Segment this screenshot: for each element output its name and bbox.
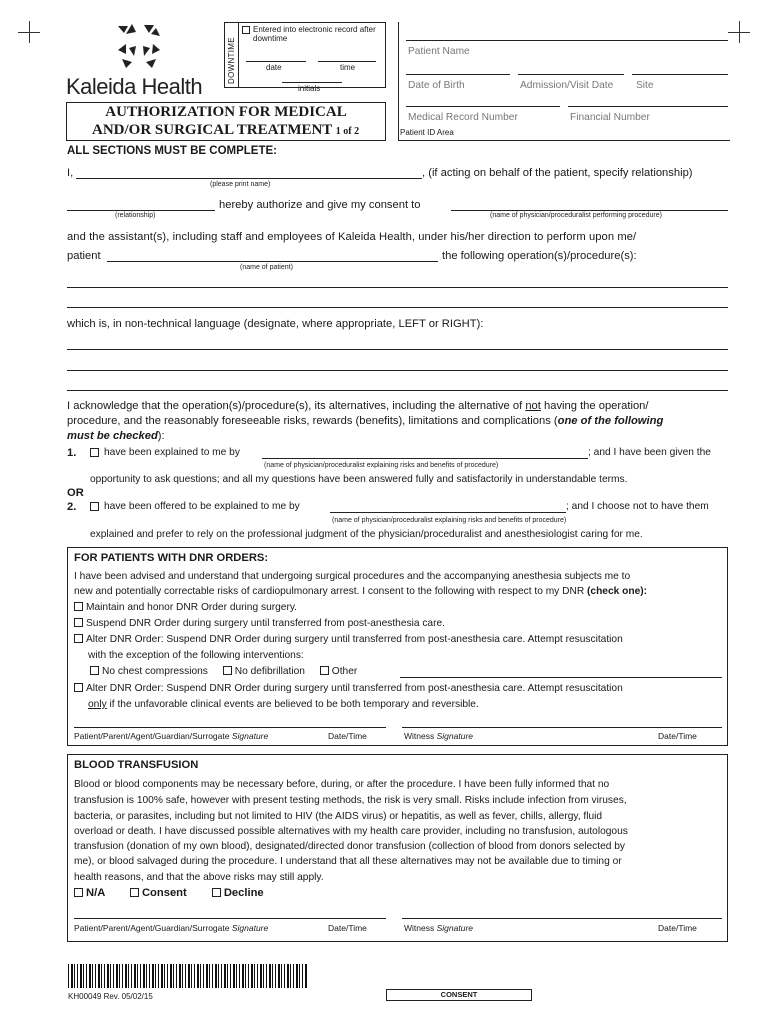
ack-line-2 xyxy=(67,415,663,427)
blood-na-checkbox[interactable] xyxy=(74,888,83,897)
option-2-sub-label: (name of physician/proceduralist explaining risks and benefits of procedure) xyxy=(332,517,567,524)
patient-name-label: Patient Name xyxy=(408,46,470,57)
option-1-text-c: opportunity to ask questions; and all my questions have been answered fully and satisfactorily in understandable terms. xyxy=(90,474,628,485)
other-field[interactable] xyxy=(400,677,722,678)
page-indicator: 1 of 2 xyxy=(335,126,360,137)
dnr-patient-signature-line[interactable] xyxy=(74,727,386,728)
form-title-line2 xyxy=(92,122,359,139)
non-technical-line-2[interactable] xyxy=(67,370,728,371)
ack-not: not xyxy=(525,400,541,412)
ack-line-1a: I acknowledge that the operation(s)/procedure(s), its alternatives, including the alternative of xyxy=(67,400,523,412)
blood-na-label: N/A xyxy=(86,887,105,899)
blood-line-3: bacteria, or parasites, including but not limited to HIV (the AIDS virus) or hepatitis, as well as fever, chills, allergy, fluid xyxy=(74,811,603,822)
option-1-number: 1. xyxy=(67,447,77,459)
blood-sig-word: Signature xyxy=(231,923,269,933)
admission-line xyxy=(518,74,624,75)
ack-line-1 xyxy=(67,400,649,412)
blood-witness-sig-word: Signature xyxy=(436,923,473,933)
blood-witness-datetime: Date/Time xyxy=(658,923,697,933)
ack-line-3b: ): xyxy=(157,430,165,442)
dob-line xyxy=(406,74,510,75)
financial-line xyxy=(568,106,728,107)
mrn-line xyxy=(406,106,560,107)
downtime-divider xyxy=(238,22,239,88)
dnr-only: only xyxy=(88,699,107,710)
physician-field[interactable] xyxy=(451,210,728,211)
dnr-option-alter-1[interactable] xyxy=(74,634,623,645)
mrn-label: Medical Record Number xyxy=(408,112,518,123)
option-2-number: 2. xyxy=(67,501,77,513)
non-technical-text: which is, in non-technical language (designate, where appropriate, LEFT or RIGHT): xyxy=(67,318,484,330)
downtime-time-line xyxy=(318,61,376,62)
dnr-alter-2-label: Alter DNR Order: Suspend DNR Order during surgery until transferred from post-anesthesia care. Attempt resuscitation xyxy=(86,683,623,694)
site-line xyxy=(632,74,728,75)
no-defib-label: No defibrillation xyxy=(234,666,305,677)
site-label: Site xyxy=(636,80,654,91)
dnr-alter-2-checkbox[interactable] xyxy=(74,683,83,692)
no-chest-checkbox[interactable] xyxy=(90,666,99,675)
dnr-suspend-label: Suspend DNR Order during surgery until transferred from post-anesthesia care. xyxy=(86,618,445,629)
ack-line-3 xyxy=(67,430,165,442)
blood-decline-checkbox[interactable] xyxy=(212,888,221,897)
option-2-physician-field[interactable] xyxy=(330,512,566,513)
consent-label: CONSENT xyxy=(386,989,532,1001)
or-label: OR xyxy=(67,487,84,499)
patient-prefix: patient xyxy=(67,250,101,262)
form-code: KH00049 Rev. 05/02/15 xyxy=(68,992,153,1001)
dnr-witness-signature-line[interactable] xyxy=(402,727,722,728)
dnr-heading: FOR PATIENTS WITH DNR ORDERS: xyxy=(74,552,269,564)
dnr-maintain-checkbox[interactable] xyxy=(74,602,83,611)
patient-name-field[interactable] xyxy=(107,261,438,262)
other-checkbox[interactable] xyxy=(320,666,329,675)
name-of-patient-label: (name of patient) xyxy=(240,264,293,271)
assistants-text: and the assistant(s), including staff and employees of Kaleida Health, under his/her direction to perform upon me/ xyxy=(67,231,637,243)
dnr-witness-sig-word: Signature xyxy=(436,731,473,741)
dnr-witness xyxy=(404,731,473,741)
dnr-sig-datetime: Date/Time xyxy=(328,731,367,741)
blood-line-5: transfusion (donation of my own blood), designated/directed donor transfusion (collection of blood from donors selected by xyxy=(74,841,626,852)
barcode-icon xyxy=(68,964,308,988)
crop-mark-left-v xyxy=(29,21,30,43)
dnr-maintain-label: Maintain and honor DNR Order during surgery. xyxy=(86,602,298,613)
blood-line-6: me), or blood salvaged during the procedure. I understand that all these alternatives may not be available due to timing or xyxy=(74,856,622,867)
dnr-intro-2b: (check one): xyxy=(587,586,648,597)
blood-line-7: health reasons, and that the above risks may still apply. xyxy=(74,872,324,883)
dnr-alter-1-checkbox[interactable] xyxy=(74,634,83,643)
blood-patient-signature-line[interactable] xyxy=(74,918,386,919)
form-title-line2-text: AND/OR SURGICAL TREATMENT xyxy=(92,122,333,138)
blood-consent-checkbox[interactable] xyxy=(130,888,139,897)
ack-line-2a: procedure, and the reasonably foreseeable risks, rewards (benefits), limitations and complications ( xyxy=(67,415,558,427)
non-technical-line-1[interactable] xyxy=(67,349,728,350)
downtime-checkbox[interactable] xyxy=(242,26,250,34)
option-1-text-b: ; and I have been given the xyxy=(588,447,711,458)
physician-label: (name of physician/proceduralist performing procedure) xyxy=(490,212,662,219)
acting-on-behalf-text: , (if acting on behalf of the patient, specify relationship) xyxy=(422,167,693,179)
non-technical-line-3[interactable] xyxy=(67,390,728,391)
ack-line-3a: must be checked xyxy=(67,430,158,442)
no-chest-label: No chest compressions xyxy=(102,666,208,677)
hereby-authorize-text: hereby authorize and give my consent to xyxy=(219,199,421,211)
dnr-intro-1: I have been advised and understand that undergoing surgical procedures and the accompanying anesthesia subjects me to xyxy=(74,571,631,582)
option-1-sub-label: (name of physician/proceduralist explaining risks and benefits of procedure) xyxy=(264,462,499,469)
option-2-text-c: explained and prefer to rely on the professional judgment of the physician/proceduralist and anesthesiologist caring for me. xyxy=(90,529,643,540)
patient-name-line xyxy=(406,40,728,41)
blood-line-2: transfusion is 100% safe, however with present testing methods, the risk is very small. Risks include infection from viruses, xyxy=(74,795,627,806)
dnr-intro-2a: new and potentially correctable risks of cardiopulmonary arrest. I consent to the following with respect to my DNR xyxy=(74,586,585,597)
downtime-initials-line xyxy=(282,82,342,83)
dnr-witness-datetime: Date/Time xyxy=(658,731,697,741)
blood-sig-datetime: Date/Time xyxy=(328,923,367,933)
downtime-label: DOWNTIME xyxy=(227,37,236,84)
option-1-physician-field[interactable] xyxy=(262,458,588,459)
procedure-line-1[interactable] xyxy=(67,287,728,288)
dnr-option-maintain[interactable] xyxy=(74,602,297,613)
blood-line-1: Blood or blood components may be necessary before, during, or after the procedure. I have been fully informed that no xyxy=(74,779,610,790)
dnr-alter-1-label: Alter DNR Order: Suspend DNR Order during surgery until transferred from post-anesthesia care. Attempt resuscitation xyxy=(86,634,623,645)
option-2-text-a: have been offered to be explained to me by xyxy=(104,501,300,512)
dnr-alter-1-line-2: with the exception of the following interventions: xyxy=(88,650,304,661)
crop-mark-right-v xyxy=(739,21,740,43)
procedure-line-2[interactable] xyxy=(67,307,728,308)
blood-witness-label: Witness xyxy=(404,923,435,933)
dnr-sig-word: Signature xyxy=(231,731,269,741)
other-label: Other xyxy=(331,666,358,677)
option-1-checkbox[interactable] xyxy=(90,448,99,457)
all-sections-heading: ALL SECTIONS MUST BE COMPLETE: xyxy=(67,145,277,157)
downtime-initials-label: initials xyxy=(298,84,321,93)
dnr-option-suspend[interactable] xyxy=(74,618,445,629)
dob-label: Date of Birth xyxy=(408,80,465,91)
logo-text: Kaleida Health xyxy=(66,74,203,99)
relationship-field[interactable] xyxy=(67,210,215,211)
downtime-date-line xyxy=(246,61,306,62)
blood-sig-patient xyxy=(74,923,268,933)
dnr-suspend-checkbox[interactable] xyxy=(74,618,83,627)
dnr-intro-2 xyxy=(74,586,647,597)
patient-id-left-border xyxy=(398,22,399,140)
blood-sig-patient-label: Patient/Parent/Agent/Guardian/Surrogate xyxy=(74,923,230,933)
blood-heading: BLOOD TRANSFUSION xyxy=(74,759,199,771)
blood-witness xyxy=(404,923,473,933)
dnr-sig-patient-label: Patient/Parent/Agent/Guardian/Surrogate xyxy=(74,731,230,741)
downtime-checkbox-label: Entered into electronic record after downtime xyxy=(253,25,376,43)
dnr-interventions xyxy=(90,666,357,677)
blood-line-4: overload or death. I have discussed possible alternatives with my health care provider, including no transfusion, autologous xyxy=(74,826,628,837)
blood-witness-signature-line[interactable] xyxy=(402,918,722,919)
kaleida-logo-icon xyxy=(114,22,164,72)
option-2-checkbox[interactable] xyxy=(90,502,99,511)
downtime-time-label: time xyxy=(340,63,356,72)
ack-line-1b: having the operation/ xyxy=(544,400,649,412)
relationship-label: (relationship) xyxy=(115,212,156,219)
option-2-text-b: ; and I choose not to have them xyxy=(566,501,709,512)
please-print-name-label: (please print name) xyxy=(210,181,271,188)
dnr-alter-2b: if the unfavorable clinical events are believed to be both temporary and reversible. xyxy=(109,699,479,710)
form-title-line1: AUTHORIZATION FOR MEDICAL xyxy=(105,104,347,120)
dnr-witness-label: Witness xyxy=(404,731,435,741)
blood-consent-label: Consent xyxy=(141,887,187,899)
blood-choices xyxy=(74,887,264,899)
blood-decline-label: Decline xyxy=(223,887,264,899)
no-defib-checkbox[interactable] xyxy=(223,666,232,675)
admission-label: Admission/Visit Date xyxy=(520,80,614,91)
option-1-text-a: have been explained to me by xyxy=(104,447,240,458)
following-procedures-text: the following operation(s)/procedure(s): xyxy=(442,250,637,262)
downtime-date-label: date xyxy=(266,63,282,72)
ack-line-2b: one of the following xyxy=(557,415,664,427)
print-name-field[interactable] xyxy=(76,178,422,179)
dnr-option-alter-2[interactable] xyxy=(74,683,623,694)
patient-id-bottom-border xyxy=(398,140,730,141)
dnr-alter-2-line-2 xyxy=(88,699,479,710)
financial-label: Financial Number xyxy=(570,112,650,123)
i-prefix: I, xyxy=(67,167,74,179)
patient-id-area-label: Patient ID Area xyxy=(400,128,454,137)
dnr-sig-patient xyxy=(74,731,268,741)
